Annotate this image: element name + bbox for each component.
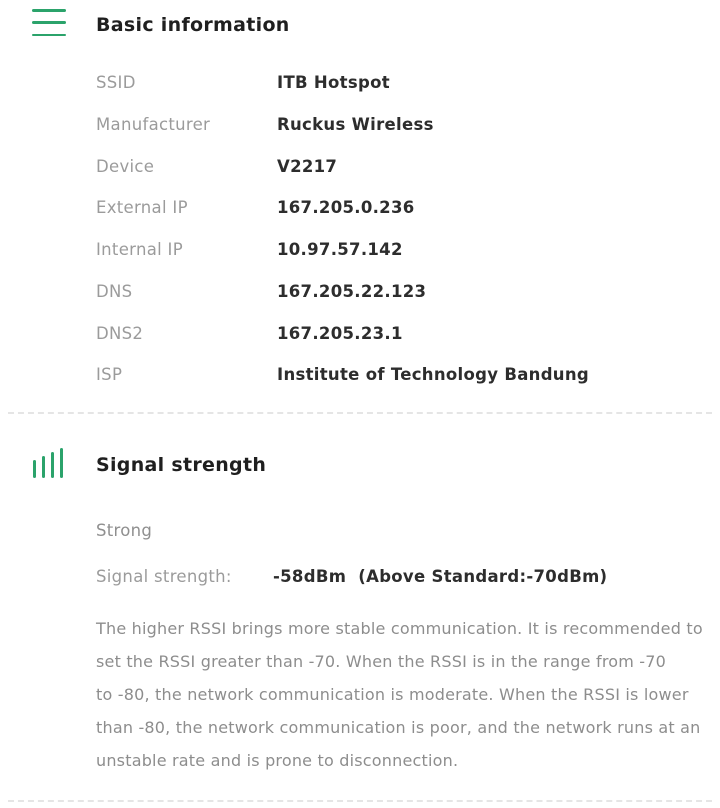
signal-bar (42, 456, 45, 478)
signal-strength-row (0, 567, 720, 589)
signal-status: Strong (96, 521, 153, 540)
row-label: External IP (96, 198, 188, 217)
menu-lines-icon (32, 9, 66, 38)
info-row-external-ip (0, 198, 720, 218)
row-label: DNS2 (96, 324, 144, 343)
row-label: SSID (96, 73, 136, 92)
info-row-ssid (0, 73, 720, 93)
row-label: Internal IP (96, 240, 183, 259)
menu-line (32, 34, 66, 37)
info-row-dns2 (0, 324, 720, 344)
description-line: The higher RSSI brings more stable communication. It is recommended to (96, 619, 703, 638)
description-line: to -80, the network communication is moderate. When the RSSI is lower (96, 685, 689, 704)
row-value: Ruckus Wireless (277, 115, 434, 134)
row-value: 167.205.22.123 (277, 282, 427, 301)
row-label: DNS (96, 282, 133, 301)
row-value: 167.205.23.1 (277, 324, 403, 343)
row-value: ITB Hotspot (277, 73, 390, 92)
description-line: than -80, the network communication is poor, and the network runs at an (96, 718, 701, 737)
basic-information-title: Basic information (96, 14, 290, 36)
row-label: Device (96, 157, 155, 176)
signal-strength-label: Signal strength: (96, 567, 232, 586)
description-line: set the RSSI greater than -70. When the RSSI is in the range from -70 (96, 652, 667, 671)
info-row-manufacturer (0, 115, 720, 135)
row-label: Manufacturer (96, 115, 211, 134)
row-value: 167.205.0.236 (277, 198, 415, 217)
menu-line (32, 9, 66, 12)
signal-bar (51, 452, 54, 478)
info-row-isp (0, 365, 720, 385)
signal-bars-icon (33, 448, 65, 478)
row-label: ISP (96, 365, 123, 384)
row-value: V2217 (277, 157, 338, 176)
signal-bar (60, 448, 63, 478)
signal-strength-title: Signal strength (96, 454, 267, 476)
row-value: Institute of Technology Bandung (277, 365, 590, 384)
menu-line (32, 21, 66, 24)
section-divider (8, 412, 712, 414)
signal-bar (33, 460, 36, 478)
rssi-description (96, 612, 703, 777)
info-row-device (0, 157, 720, 177)
description-line: unstable rate and is prone to disconnection. (96, 751, 459, 770)
info-row-internal-ip (0, 240, 720, 260)
info-row-dns (0, 282, 720, 302)
row-value: 10.97.57.142 (277, 240, 403, 259)
section-divider (8, 800, 712, 802)
signal-strength-value: -58dBm (Above Standard:-70dBm) (273, 567, 608, 586)
